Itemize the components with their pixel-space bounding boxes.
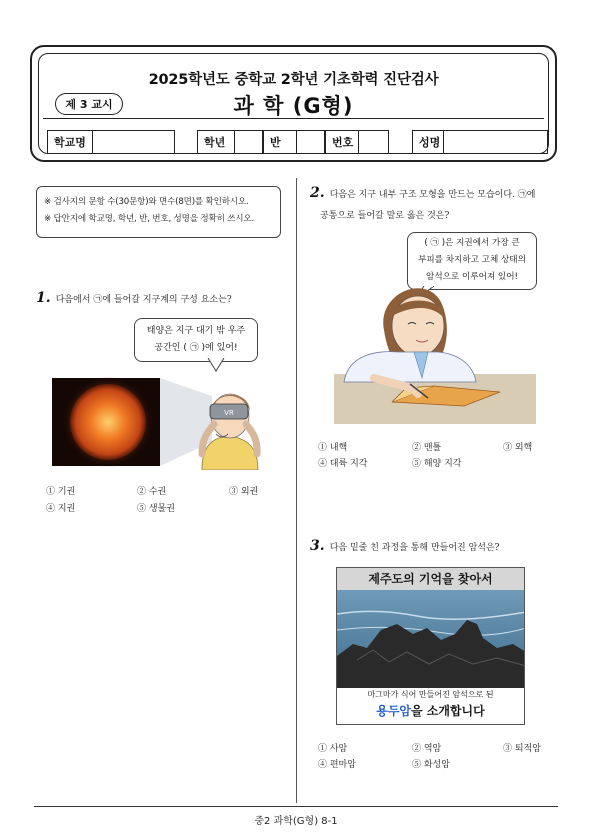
question-3-option-3[interactable]: ③ 퇴적암 [503,744,541,754]
question-3-option-4[interactable]: ④ 편마암 [318,760,356,770]
class-label: 반 [263,130,297,154]
question-1-options [46,484,286,516]
question-3-text: 다음 밑줄 친 과정을 통해 만들어진 암석은? [329,543,500,553]
name-label: 성명 [412,130,444,154]
question-2-bubble-line-1: ( ㉠ )은 지권에서 가장 큰 [424,238,520,248]
question-1 [36,287,232,306]
page-footer: 중2 과학(G형) 8-1 [254,816,338,827]
question-2-options [318,440,578,472]
notice-box [36,186,281,238]
vr-label: VR [224,409,234,417]
name-field[interactable] [444,130,548,154]
question-1-speech-bubble [134,318,258,362]
exam-header-inner [38,53,549,154]
column-divider [296,178,297,803]
question-2-option-1[interactable]: ① 내핵 [318,443,348,453]
question-1-option-5[interactable]: ⑤ 생물권 [137,504,175,514]
grade-label: 학년 [197,130,235,154]
exam-title: 2025학년도 중학교 2학년 기초학력 진단검사 [148,72,439,88]
question-3 [310,535,500,554]
subject-title: 과 학 (G형) [233,94,354,118]
question-3-option-5[interactable]: ⑤ 화성암 [412,760,450,770]
question-1-option-3[interactable]: ③ 외권 [229,487,259,497]
period-badge: 제 3 교시 [55,93,123,115]
question-3-number: 3. [310,538,325,554]
question-1-option-1[interactable]: ① 기권 [46,487,76,497]
question-1-text: 다음에서 ㉠에 들어갈 지구계의 구성 요소는? [55,295,232,305]
question-2-text-line-1: 다음은 지구 내부 구조 모형을 만드는 모습이다. ㉠에 [329,190,536,200]
notice-line-1: ※ 검사지의 문항 수(30문항)와 면수(8면)를 확인하시오. [44,197,249,207]
yongduam-rock-photo [337,590,525,688]
sun-icon [70,384,146,460]
class-field[interactable] [297,130,325,154]
question-3-caption-rest: 을 소개합니다 [411,704,485,718]
question-3-options [318,741,578,773]
question-3-caption-line-2 [337,702,524,719]
question-2-option-5[interactable]: ⑤ 해양 지각 [412,459,462,469]
question-2-text-line-2: 공통으로 들어갈 말로 옳은 것은? [320,211,450,221]
question-2-option-4[interactable]: ④ 대륙 지각 [318,459,368,469]
question-3-option-2[interactable]: ② 역암 [412,744,442,754]
question-3-poster-banner: 제주도의 기억을 찾아서 [337,568,524,590]
question-2 [310,183,565,225]
student-info-row [47,130,540,154]
question-2-option-2[interactable]: ② 맨틀 [412,443,442,453]
question-1-bubble-line-2: 공간인 ( ㉠ )에 있어! [154,343,238,353]
question-1-illustration [52,376,267,470]
school-name-label: 학교명 [47,130,93,154]
question-3-caption-line-1: 마그마가 식어 만들어진 암석으로 된 [367,690,494,699]
question-3-rock-name: 용두암 [376,704,412,718]
number-field[interactable] [359,130,389,154]
question-1-option-4[interactable]: ④ 지권 [46,504,76,514]
question-3-option-1[interactable]: ① 사암 [318,744,348,754]
notice-line-2: ※ 답안지에 학교명, 학년, 반, 번호, 성명을 정확히 쓰시오. [44,214,255,224]
footer-rule [34,806,558,807]
question-2-illustration [334,270,538,426]
question-2-bubble-line-2: 부피를 차지하고 고체 상태의 [418,255,526,265]
question-2-number: 2. [310,185,325,201]
question-3-poster [336,567,525,725]
grade-field[interactable] [235,130,263,154]
school-name-field[interactable] [93,130,175,154]
exam-header [30,45,557,162]
number-label: 번호 [325,130,359,154]
question-1-option-2[interactable]: ② 수권 [137,487,167,497]
question-2-option-3[interactable]: ③ 외핵 [503,443,533,453]
question-1-bubble-line-1: 태양은 지구 대기 밖 우주 [146,326,246,336]
question-2-bubble-line-3: 암석으로 이루어져 있어! [426,272,518,282]
title-rule [43,118,544,119]
question-1-number: 1. [36,290,51,306]
student-shirt [344,352,476,382]
question-1-bubble-tail [204,358,234,372]
